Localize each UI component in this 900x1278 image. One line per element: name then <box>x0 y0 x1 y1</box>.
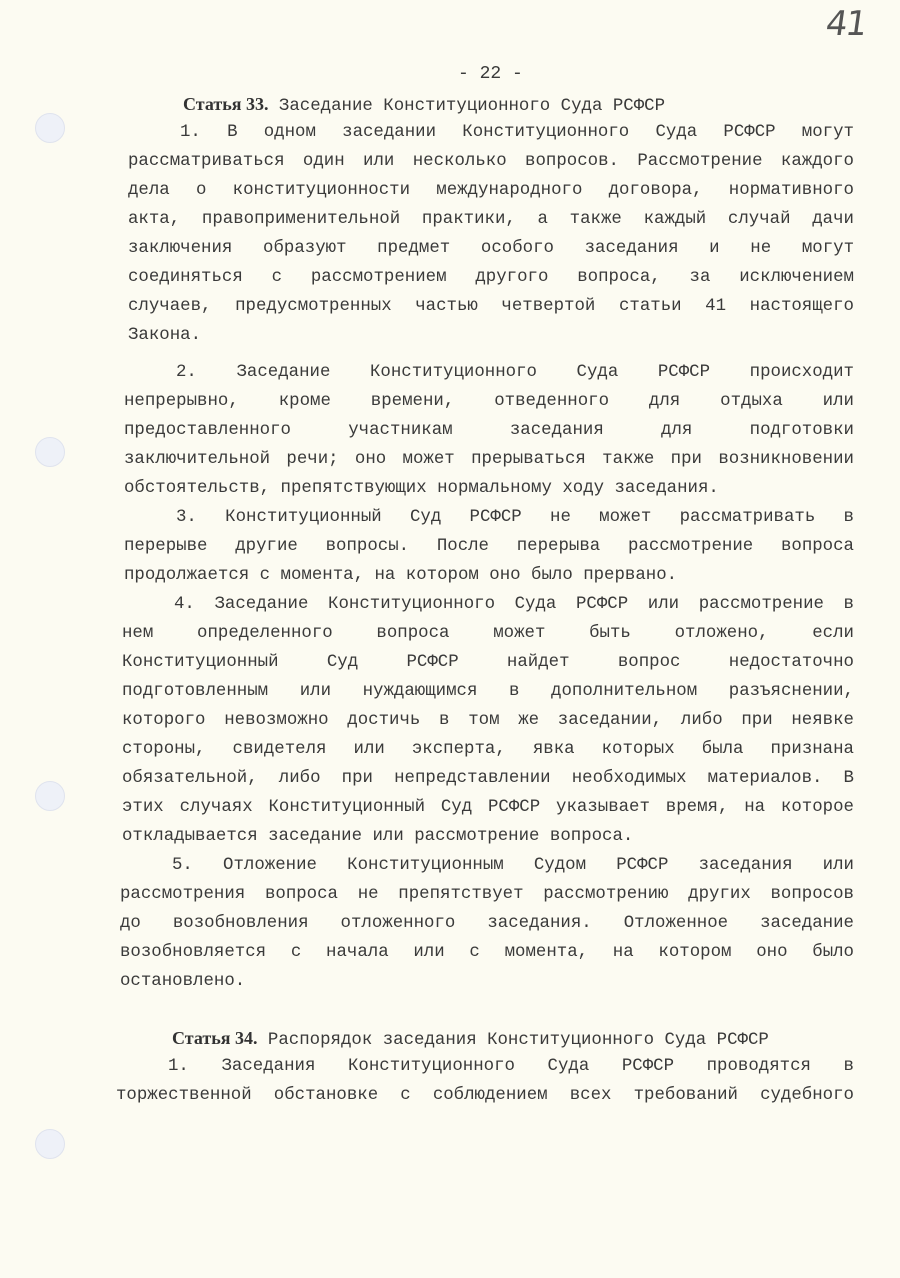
text-line: рассмотрения вопроса не препятствует рассмотрению других вопросов <box>120 885 854 904</box>
text-line: остановлено. <box>120 972 246 991</box>
text-line: торжественной обстановке с соблюдением всех требований судебного <box>116 1086 854 1105</box>
text-line: 3. Конституционный Суд РСФСР не может рассматривать в <box>176 508 854 527</box>
text-line: акта, правоприменительной практики, а также каждый случай дачи <box>128 210 854 229</box>
text-line: предоставленного участникам заседания для подготовки <box>124 421 854 440</box>
text-line: подготовленным или нуждающимся в дополнительном разъяснении, <box>122 682 854 701</box>
text-line: этих случаях Конституционный Суд РСФСР указывает время, на которое <box>122 798 854 817</box>
punch-hole <box>35 437 65 467</box>
text-line: 4. Заседание Конституционного Суда РСФСР или рассмотрение в <box>174 595 854 614</box>
folio-number: 41 <box>823 4 869 44</box>
text-line: Конституционный Суд РСФСР найдет вопрос недостаточно <box>122 653 854 672</box>
punch-hole <box>35 1129 65 1159</box>
text-line: откладывается заседание или рассмотрение вопроса. <box>122 827 634 846</box>
text-line: стороны, свидетеля или эксперта, явка которых была признана <box>122 740 854 759</box>
text-line: перерыве другие вопросы. После перерыва рассмотрение вопроса <box>124 537 854 556</box>
text-line: 5. Отложение Конституционным Судом РСФСР заседания или <box>172 856 854 875</box>
text-line: которого невозможно достичь в том же заседании, либо при неявке <box>122 711 854 730</box>
text-line: Закона. <box>128 326 202 345</box>
punch-hole <box>35 781 65 811</box>
punch-hole <box>35 113 65 143</box>
text-line: заключения образуют предмет особого заседания и не могут <box>128 239 854 258</box>
page-number: - 22 - <box>458 64 523 84</box>
text-line: соединяться с рассмотрением другого вопроса, за исключением <box>128 268 854 287</box>
article-heading <box>172 1027 851 1051</box>
text-line: до возобновления отложенного заседания. Отложенное заседание <box>120 914 854 933</box>
text-line: 1. В одном заседании Конституционного Суда РСФСР могут <box>180 123 854 142</box>
text-line: нем определенного вопроса может быть отложено, если <box>122 624 854 643</box>
text-line: заключительной речи; оно может прерываться также при возникновении <box>124 450 854 469</box>
text-line: обстоятельств, препятствующих нормальному ходу заседания. <box>124 479 719 498</box>
text-line: дела о конституционности международного договора, нормативного <box>128 181 854 200</box>
text-line: возобновляется с начала или с момента, на котором оно было <box>120 943 854 962</box>
text-line: обязательной, либо при непредставлении необходимых материалов. В <box>122 769 854 788</box>
text-line: случаев, предусмотренных частью четвертой статьи 41 настоящего <box>128 297 854 316</box>
text-line: продолжается с момента, на котором оно было прервано. <box>124 566 678 585</box>
article-title: Распорядок заседания Конституционного Суда РСФСР <box>267 1031 769 1050</box>
text-line: рассматриваться один или несколько вопросов. Рассмотрение каждого <box>128 152 854 171</box>
article-label: Статья 34. <box>172 1028 258 1048</box>
article-heading <box>183 93 862 117</box>
text-line: непрерывно, кроме времени, отведенного для отдыха или <box>124 392 854 411</box>
article-title: Заседание Конституционного Суда РСФСР <box>278 97 666 116</box>
text-line: 2. Заседание Конституционного Суда РСФСР происходит <box>176 363 854 382</box>
article-label: Статья 33. <box>183 94 269 114</box>
text-line: 1. Заседания Конституционного Суда РСФСР проводятся в <box>168 1057 854 1076</box>
